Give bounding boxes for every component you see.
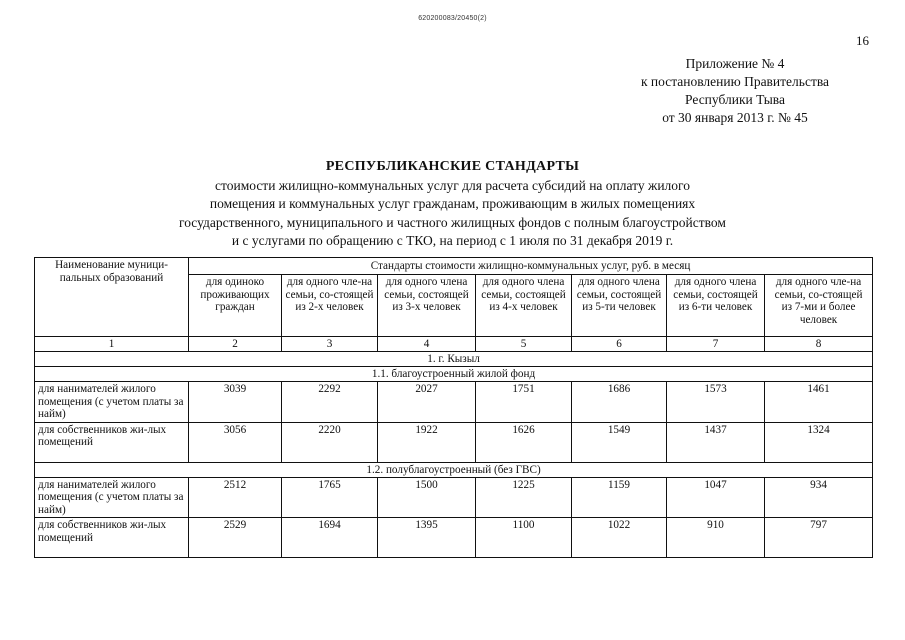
- section-row: 1.2. полублагоустроенный (без ГВС): [35, 462, 873, 477]
- cost-value: 1022: [572, 518, 667, 558]
- cost-value: 1395: [378, 518, 476, 558]
- cost-value: 2027: [378, 382, 476, 423]
- cost-value: 2529: [189, 518, 282, 558]
- household-column-header: для одного члена семьи, состоящей из 3-х человек: [378, 275, 476, 337]
- cost-value: 1437: [667, 422, 765, 462]
- household-column-header: для одного члена семьи, состоящей из 6-ти человек: [667, 275, 765, 337]
- category-name: для нанимателей жилого помещения (с учетом платы за найм): [35, 477, 189, 518]
- table-row: [35, 518, 873, 558]
- cost-value: 934: [765, 477, 873, 518]
- appendix-line: от 30 января 2013 г. № 45: [662, 110, 808, 125]
- standards-table: [34, 257, 873, 558]
- household-column-header: для одиноко проживающих граждан: [189, 275, 282, 337]
- standards-main-header: Стандарты стоимости жилищно-коммунальных услуг, руб. в месяц: [189, 258, 873, 275]
- table-row: [35, 422, 873, 462]
- cost-value: 1159: [572, 477, 667, 518]
- category-name: для собственников жи-лых помещений: [35, 518, 189, 558]
- appendix-line: Республики Тыва: [685, 92, 785, 107]
- cost-value: 1765: [282, 477, 378, 518]
- cost-value: 1751: [476, 382, 572, 423]
- cost-value: 1047: [667, 477, 765, 518]
- city-row: 1. г. Кызыл: [35, 352, 873, 367]
- document-heading: [0, 158, 905, 251]
- cost-value: 1626: [476, 422, 572, 462]
- appendix-line: Приложение № 4: [685, 56, 785, 71]
- table-row: [35, 382, 873, 423]
- cost-value: 1225: [476, 477, 572, 518]
- document-code: 620200083/20450(2): [418, 15, 487, 22]
- cost-value: 910: [667, 518, 765, 558]
- cost-value: 1573: [667, 382, 765, 423]
- table-row: [35, 477, 873, 518]
- household-column-header: для одного чле-на семьи, со-стоящей из 7-ми и более человек: [765, 275, 873, 337]
- cost-value: 1694: [282, 518, 378, 558]
- column-index: 5: [476, 337, 572, 352]
- cost-value: 1500: [378, 477, 476, 518]
- household-column-header: для одного члена семьи, состоящей из 5-ти человек: [572, 275, 667, 337]
- cost-value: 3056: [189, 422, 282, 462]
- section-row: 1.1. благоустроенный жилой фонд: [35, 367, 873, 382]
- category-name: для собственников жи-лых помещений: [35, 422, 189, 462]
- household-column-header: для одного члена семьи, состоящей из 4-х человек: [476, 275, 572, 337]
- page-number: 16: [856, 33, 869, 48]
- column-index: 6: [572, 337, 667, 352]
- column-index: 4: [378, 337, 476, 352]
- column-index: 1: [35, 337, 189, 352]
- column-index: 8: [765, 337, 873, 352]
- cost-value: 1100: [476, 518, 572, 558]
- municipality-column-header: Наименование муници-пальных образований: [35, 258, 189, 337]
- column-index: 3: [282, 337, 378, 352]
- heading-line: помещения и коммунальных услуг гражданам, проживающим в жилых помещениях: [209, 196, 696, 211]
- household-column-header: для одного чле-на семьи, со-стоящей из 2-х человек: [282, 275, 378, 337]
- column-index: 2: [189, 337, 282, 352]
- cost-value: 1324: [765, 422, 873, 462]
- appendix-line: к постановлению Правительства: [640, 74, 830, 89]
- heading-line: государственного, муниципального и частного жилищных фондов с полным благоустройством: [179, 214, 726, 230]
- category-name: для нанимателей жилого помещения (с учетом платы за найм): [35, 382, 189, 423]
- cost-value: 1922: [378, 422, 476, 462]
- cost-value: 797: [765, 518, 873, 558]
- cost-value: 2292: [282, 382, 378, 423]
- cost-value: 2512: [189, 477, 282, 518]
- cost-value: 3039: [189, 382, 282, 423]
- column-index: 7: [667, 337, 765, 352]
- cost-value: 1686: [572, 382, 667, 423]
- document-title: РЕСПУБЛИКАНСКИЕ СТАНДАРТЫ: [325, 159, 580, 174]
- appendix-block: [600, 55, 870, 127]
- cost-value: 1461: [765, 382, 873, 423]
- cost-value: 2220: [282, 422, 378, 462]
- heading-line: и с услугами по обращению с ТКО, на период с 1 июля по 31 декабря 2019 г.: [231, 233, 674, 248]
- heading-line: стоимости жилищно-коммунальных услуг для расчета субсидий на оплату жилого: [215, 177, 690, 193]
- cost-value: 1549: [572, 422, 667, 462]
